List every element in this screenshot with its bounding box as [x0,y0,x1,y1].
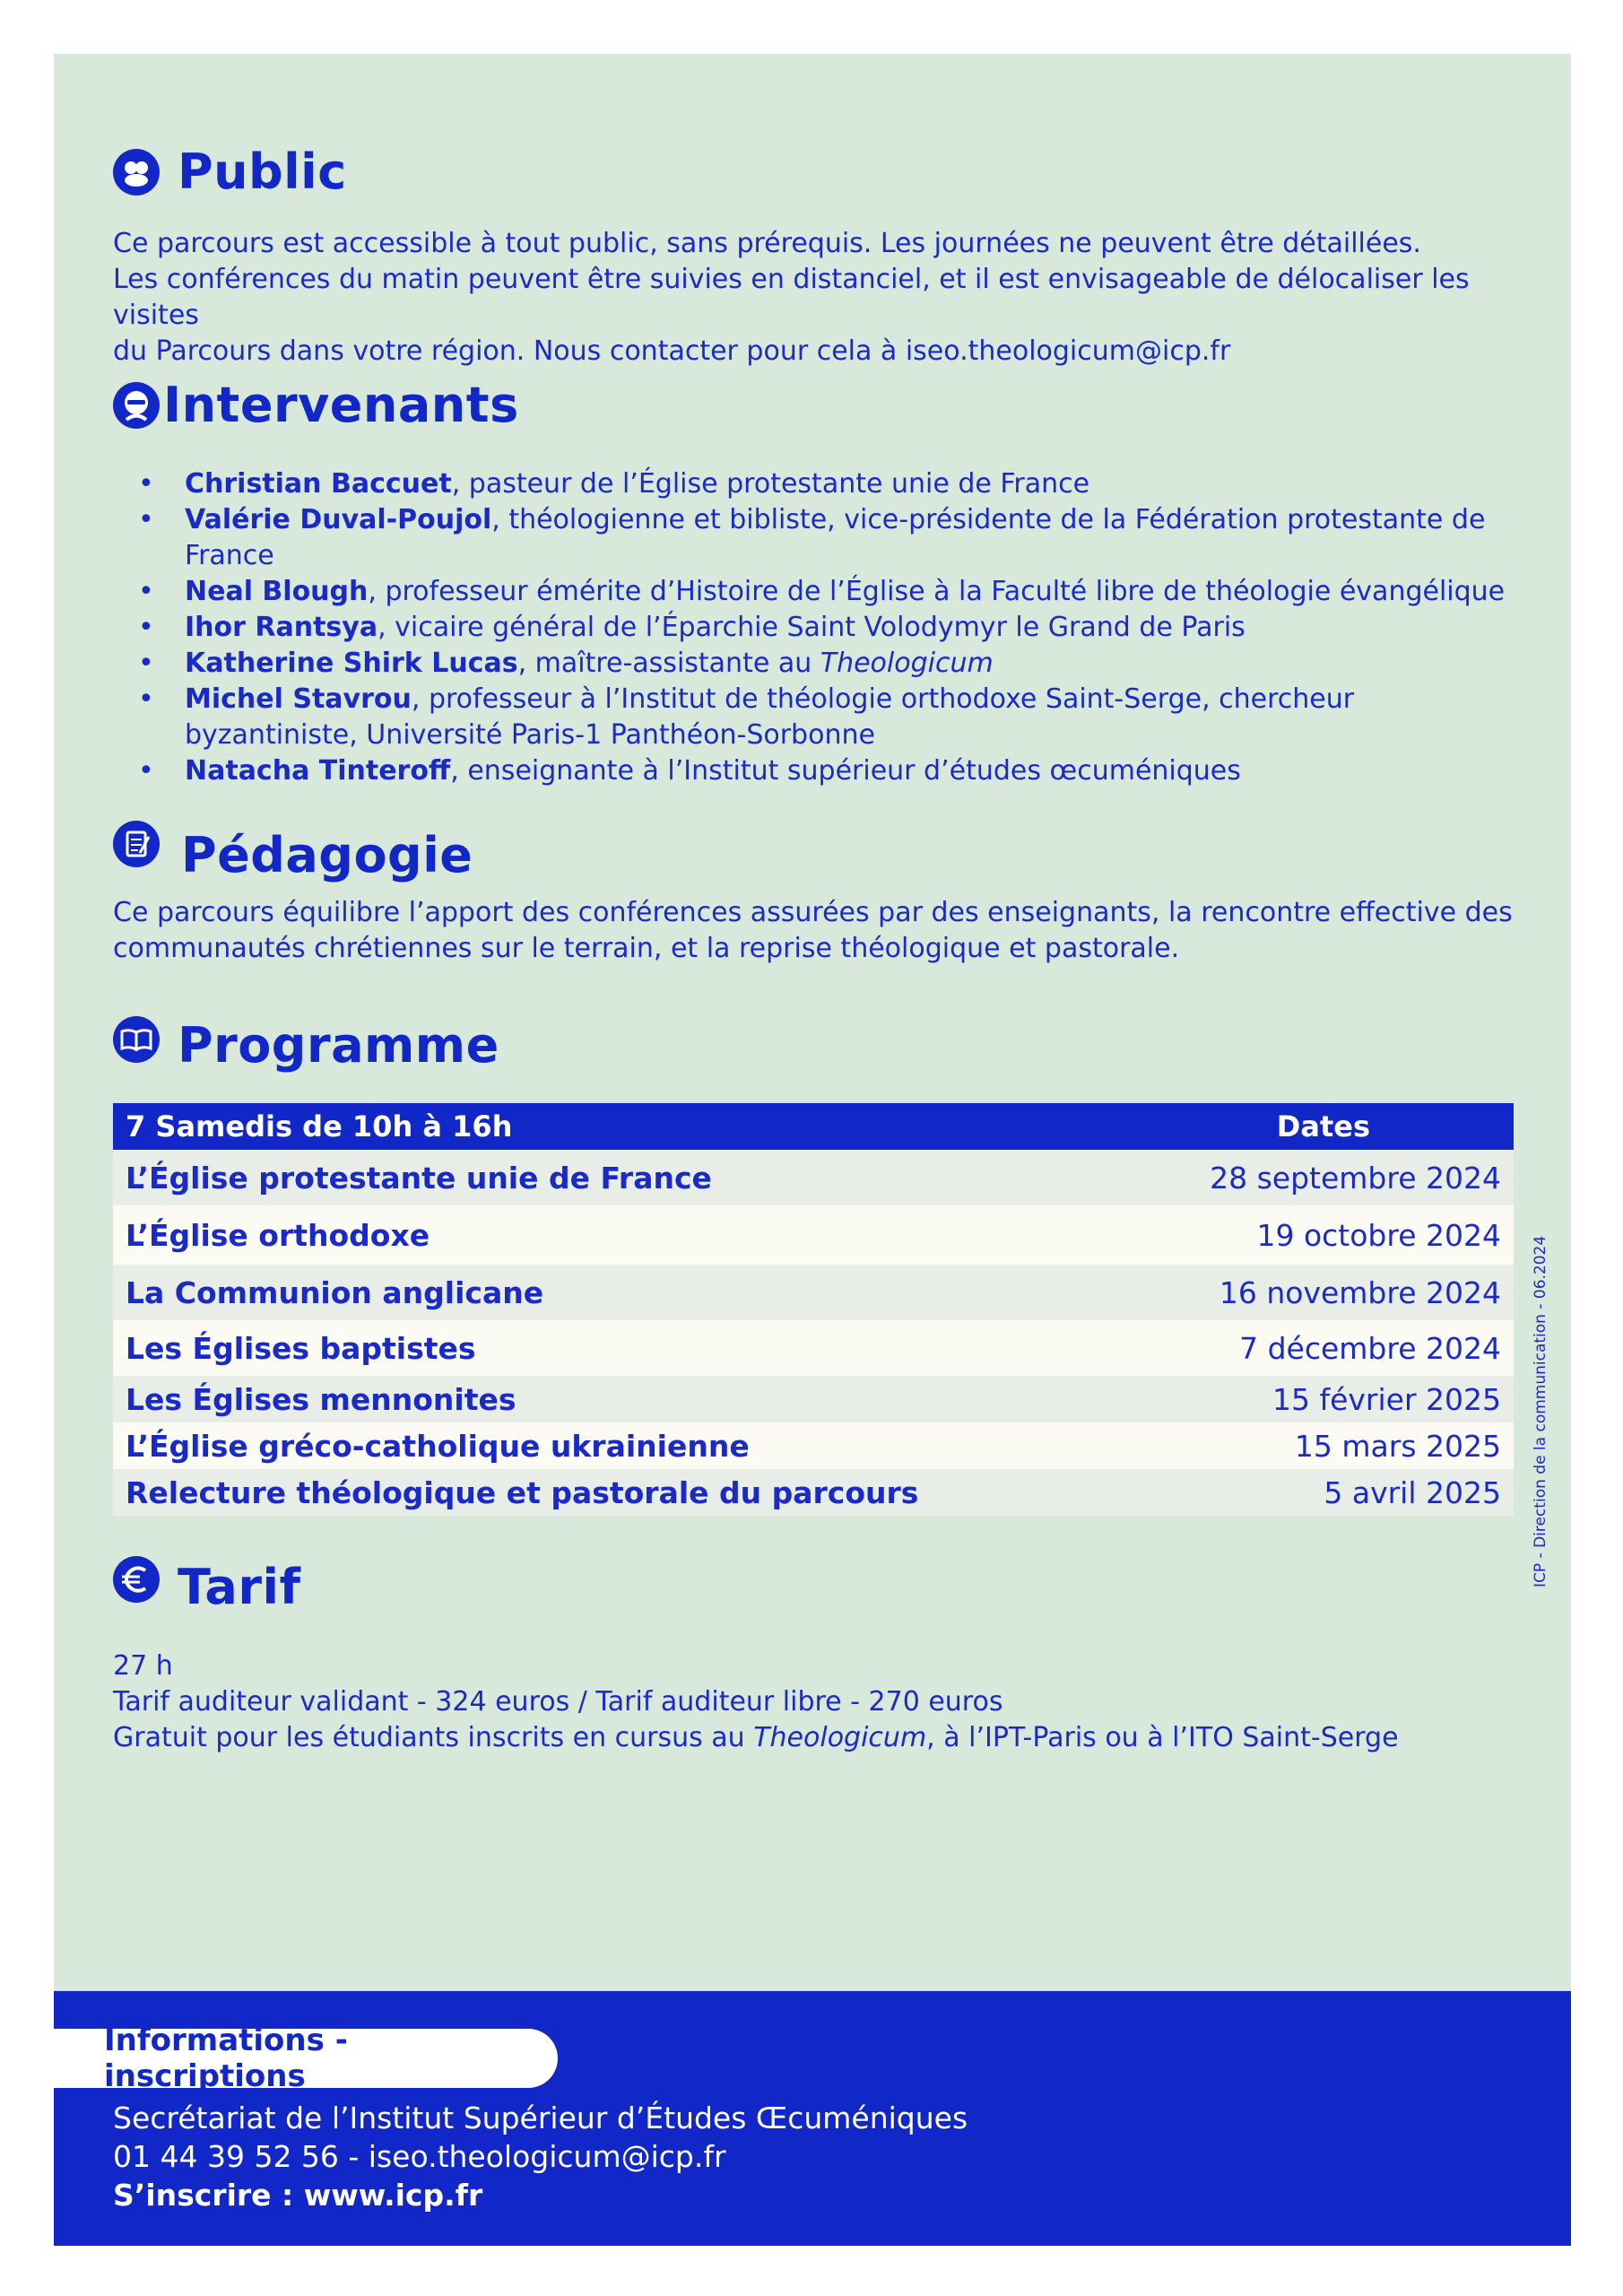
euro-icon [113,1556,160,1603]
session-label: Relecture théologique et pastorale du parcours [113,1469,1123,1516]
table-row [113,1320,1514,1376]
public-line: du Parcours dans votre région. Nous contacter pour cela à iseo.theologicum@icp.fr [113,335,1231,367]
public-text [113,226,1530,370]
tarif-free-prefix: Gratuit pour les étudiants inscrits en cursus au [113,1722,754,1753]
speaker-name: Michel Stavrou [185,683,412,715]
table-row [113,1150,1514,1205]
session-date: 15 mars 2025 [1123,1422,1514,1469]
table-row [113,1376,1514,1422]
footer-contact [113,2099,968,2214]
session-date: 16 novembre 2024 [1123,1265,1514,1320]
speaker-item [113,574,1512,610]
session-date: 15 février 2025 [1123,1376,1514,1422]
speaker-desc-italic: Theologicum [820,648,994,679]
pedagogie-line: communautés chrétiennes sur le terrain, et la reprise théologique et pastorale. [113,933,1180,964]
speaker-item [113,502,1512,574]
speaker-desc: , professeur à l’Institut de théologie orthodoxe Saint-Serge, chercheur byzantiniste, Université Paris-1 Panthéon-Sorbonne [185,683,1355,751]
session-date: 7 décembre 2024 [1123,1320,1514,1376]
session-label: L’Église orthodoxe [113,1205,1123,1265]
speaker-name: Christian Baccuet [185,468,452,500]
speaker-desc: , théologienne et bibliste, vice-présidente de la Fédération protestante de France [185,504,1486,571]
public-line: Ce parcours est accessible à tout public, sans prérequis. Les journées ne peuvent être détaillées. [113,228,1421,259]
session-label: Les Églises baptistes [113,1320,1123,1376]
public-line: Les conférences du matin peuvent être suivies en distanciel, et il est envisageable de délocaliser les visites [113,264,1470,331]
speaker-name: Katherine Shirk Lucas [185,648,518,679]
footer-register-link[interactable]: S’inscrire : www.icp.fr [113,2178,483,2213]
tarif-free-italic: Theologicum [753,1722,927,1753]
programme-heading [113,1017,499,1074]
intervenants-heading [113,377,519,433]
pedagogie-line: Ce parcours équilibre l’apport des conférences assurées par des enseignants, la rencontre effective des [113,897,1513,928]
table-row [113,1469,1514,1516]
info-pill [0,2022,558,2094]
book-icon [113,1016,160,1063]
info-pill-label: Informations - inscriptions [104,2022,348,2094]
speaker-item [113,646,1512,682]
people-icon [113,149,160,196]
table-row [113,1205,1514,1265]
speaker-item [113,466,1512,502]
programme-table [113,1103,1514,1516]
tarif-prices: Tarif auditeur validant - 324 euros / Tarif auditeur libre - 270 euros [113,1686,1003,1718]
footer-secretariat: Secrétariat de l’Institut Supérieur d’Études Œcuméniques [113,2100,968,2135]
speaker-desc: , pasteur de l’Église protestante unie de France [451,468,1090,500]
session-label: L’Église gréco-catholique ukrainienne [113,1422,1123,1469]
tarif-title: Tarif [178,1559,301,1615]
footer-phone-email[interactable]: 01 44 39 52 56 - iseo.theologicum@icp.fr [113,2139,726,2174]
speaker-desc: , enseignante à l’Institut supérieur d’études œcuméniques [450,755,1241,787]
tarif-free [113,1720,1530,1756]
speaker-icon [113,382,160,429]
session-label: L’Église protestante unie de France [113,1150,1123,1205]
session-date: 5 avril 2025 [1123,1469,1514,1516]
speaker-name: Neal Blough [185,576,369,607]
intervenants-title: Intervenants [163,377,519,433]
clipboard-icon [113,821,160,867]
session-label: Les Églises mennonites [113,1376,1123,1422]
speaker-desc: , professeur émérite d’Histoire de l’Église à la Faculté libre de théologie évangélique [368,576,1506,607]
table-row [113,1422,1514,1469]
pedagogie-text [113,895,1530,967]
session-date: 28 septembre 2024 [1123,1150,1514,1205]
speaker-name: Natacha Tinteroff [185,755,451,787]
pedagogie-heading [113,827,473,883]
tarif-heading [113,1559,300,1615]
header-sessions: 7 Samedis de 10h à 16h [113,1103,1123,1150]
speakers-list [113,466,1512,789]
speaker-desc: , vicaire général de l’Éparchie Saint Volodymyr le Grand de Paris [378,612,1245,643]
table-header [113,1103,1514,1150]
speaker-name: Ihor Rantsya [185,612,378,643]
public-title: Public [178,144,347,200]
credit-text: ICP - Direction de la communication - 06.2024 [1532,1235,1549,1587]
tarif-hours: 27 h [113,1650,173,1682]
public-heading [113,144,347,200]
tarif-text [113,1648,1530,1756]
header-dates: Dates [1123,1103,1514,1150]
speaker-item [113,753,1512,789]
session-date: 19 octobre 2024 [1123,1205,1514,1265]
pedagogie-title: Pédagogie [181,827,473,883]
speaker-desc: , maître-assistante au [517,648,820,679]
speaker-item [113,682,1512,753]
programme-title: Programme [178,1017,499,1074]
speaker-item [113,610,1512,646]
session-label: La Communion anglicane [113,1265,1123,1320]
speaker-name: Valérie Duval-Poujol [185,504,492,535]
table-row [113,1265,1514,1320]
tarif-free-suffix: , à l’IPT-Paris ou à l’ITO Saint-Serge [926,1722,1399,1753]
